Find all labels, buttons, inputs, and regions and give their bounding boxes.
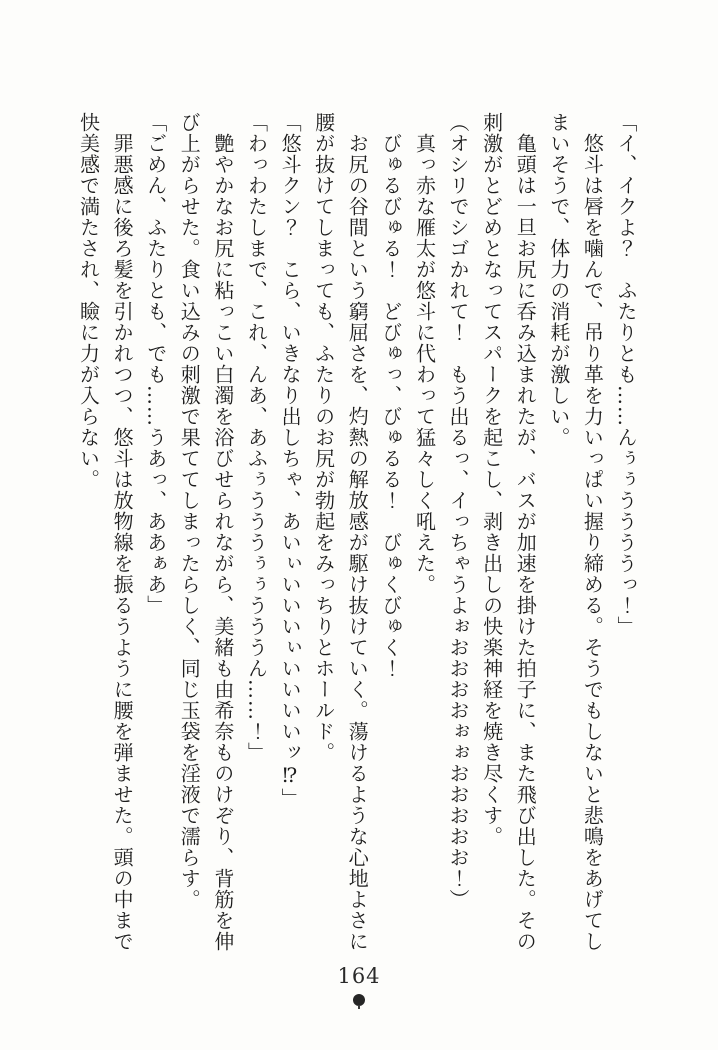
paragraph: 罪悪感に後ろ髪を引かれつつ、悠斗は放物線を振るうように腰を弾ませた。頭の中まで快美感で満たされ、瞼に力が入らない。: [76, 112, 135, 952]
binding-dot-marker: [353, 994, 365, 1006]
paragraph: 「悠斗クン？ こら、いきなり出しちゃ、あいぃいいいぃいいいいッ⁉」: [278, 112, 303, 809]
vertical-text-block: [71, 112, 642, 954]
paragraph: 「わっわたしまで、これ、んあ、あふぅうううぅぅうううん……！」: [244, 112, 269, 763]
page-footer: [0, 966, 718, 1006]
paragraph: 亀頭は一旦お尻に呑み込まれたが、バスが加速を掛けた拍子に、また飛び出した。その刺激がとどめとなってスパークを起こし、剥き出しの快楽神経を焼き尽くす。: [479, 112, 538, 952]
paragraph: 真っ赤な雁太が悠斗に代わって猛々しく吼えた。: [412, 133, 437, 595]
paragraph: 艶やかなお尻に粘っこい白濁を浴びせられながら、美緒も由希奈ものけぞり、背筋を伸び上がらせた。食い込みの刺激で果ててしまったらしく、同じ玉袋を淫液で濡らす。: [177, 112, 235, 952]
paragraph: 「イ、イクよ？ ふたりとも……んぅぅううううっ！」: [614, 112, 638, 637]
paragraph: びゅるびゅる！ どびゅっ、びゅるる！ びゅくびゅく！: [378, 133, 403, 679]
paragraph: 「ごめん、ふたりとも、でも……うあっ、ああぁあ」: [143, 112, 168, 616]
page-number: 164: [337, 964, 381, 988]
paragraph: 悠斗は唇を噛んで、吊り革を力いっぱい握り締める。そうでもしないと悲鳴をあげてしまいそうで、体力の消耗が激しい。: [546, 112, 605, 952]
paragraph: （オシリでシゴかれて！ もう出るっ、イっちゃうよぉおおおおぉぉおおおおお！）: [446, 112, 471, 910]
paragraph: お尻の谷間という窮屈さを、灼熱の解放感が駆け抜けていく。蕩けるような心地よさに腰が抜けてしまっても、ふたりのお尻が勃起をみっちりとホールド。: [311, 112, 370, 952]
